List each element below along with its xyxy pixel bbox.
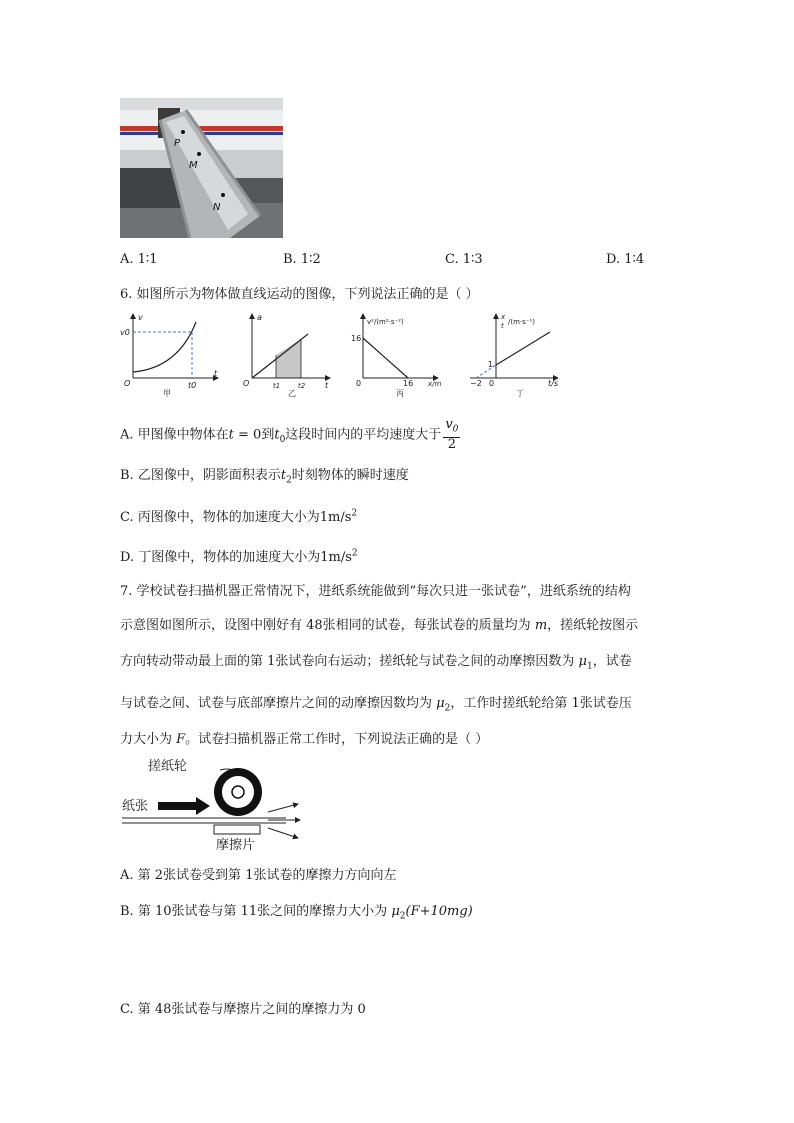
ding-y-label-bottom: t xyxy=(501,322,504,330)
jia-origin: O xyxy=(124,379,131,388)
q7-line-2 xyxy=(120,614,638,633)
q7-line3-text-1: 方向转动带动最上面的第 1张试卷向右运动；搓纸轮与试卷之间的动摩擦因数为 xyxy=(120,654,579,669)
q7-option-a: A. 第 2张试卷受到第 1张试卷的摩擦力方向向左 xyxy=(120,868,397,883)
q5-option-c: C. 1∶3 xyxy=(445,252,483,267)
point-p-label: P xyxy=(174,138,181,149)
q6a-fraction xyxy=(443,418,460,452)
q7-mu2-sub: 2 xyxy=(444,703,451,714)
jia-t0-label: t0 xyxy=(188,381,197,390)
bing-origin: 0 xyxy=(356,379,362,388)
yi-caption: 乙 xyxy=(288,389,296,398)
ding-caption: 丁 xyxy=(516,389,524,398)
q6b-text-1: B. 乙图像中，阴影面积表示 xyxy=(120,468,281,483)
jia-x-label: t xyxy=(214,369,218,378)
ding-xneg2: −2 xyxy=(470,379,482,388)
point-n-label: N xyxy=(213,202,221,213)
yi-y-label: a xyxy=(257,313,262,322)
graph-jia xyxy=(120,313,218,398)
q5-option-d: D. 1∶4 xyxy=(606,252,645,267)
yi-origin: O xyxy=(243,379,250,388)
q6a-frac-num: v xyxy=(445,417,453,432)
graph-yi xyxy=(243,313,330,398)
q6-graphs xyxy=(118,310,558,398)
q6d-text: D. 丁图像中，物体的加速度大小为1m/s xyxy=(120,550,352,565)
graph-ding xyxy=(470,313,558,398)
q7-option-c: C. 第 48张试卷与摩擦片之间的摩擦力为 0 xyxy=(120,1002,366,1017)
jia-caption: 甲 xyxy=(163,389,171,398)
bing-y-label: v²/(m²·s⁻²) xyxy=(367,318,404,326)
yi-t1-label: t1 xyxy=(273,382,281,390)
ding-x-label: t/s xyxy=(548,379,558,388)
bing-caption: 丙 xyxy=(396,389,404,398)
q5-option-b: B. 1∶2 xyxy=(283,252,321,267)
jia-y-label: v xyxy=(138,313,143,322)
q6a-text-1: A. 甲图像中物体在 xyxy=(120,427,229,443)
q7-m: m xyxy=(534,618,548,633)
q7-mu2: μ xyxy=(436,696,445,711)
q6-option-a xyxy=(120,418,460,452)
q6b-text-2: 时刻物体的瞬时速度 xyxy=(291,468,409,483)
paper-feed-diagram xyxy=(118,752,318,852)
graph-bing xyxy=(351,314,442,398)
q5-option-a: A. 1∶1 xyxy=(120,252,158,267)
ding-y1: 1 xyxy=(488,360,494,369)
q7b-text: B. 第 10张试卷与第 11张之间的摩擦力大小为 xyxy=(120,904,392,919)
q7-line-4 xyxy=(120,692,632,714)
q6a-t: t xyxy=(228,427,234,443)
q6b-t: t xyxy=(280,468,287,483)
pad-label: 摩擦片 xyxy=(216,838,256,852)
q7-mu1-sub: 1 xyxy=(587,661,593,672)
bing-x-label: x/m xyxy=(428,380,442,388)
q7b-mu-sub: 2 xyxy=(399,911,406,922)
point-m-label: M xyxy=(189,160,198,171)
jia-v0-label: v0 xyxy=(120,328,130,337)
yi-x-label: t xyxy=(325,381,329,390)
q7-line-1: 7. 学校试卷扫描机器正常情况下，进纸系统能做到“每次只进一张试卷”，进纸系统的结构 xyxy=(120,584,631,599)
q6-option-d xyxy=(120,546,358,565)
q6c-text: C. 丙图像中，物体的加速度大小为1m/s xyxy=(120,510,352,525)
q7-F: F xyxy=(176,732,186,747)
bing-y16: 16 xyxy=(351,334,362,343)
q7-line3-text-2: ，试卷 xyxy=(592,654,632,669)
evacuation-slide-photo xyxy=(120,98,283,238)
q6a-t0: t xyxy=(274,427,280,443)
paper-label: 纸张 xyxy=(122,799,149,814)
q6d-sup: 2 xyxy=(351,548,358,559)
bing-x16: 16 xyxy=(403,379,414,388)
q6a-eq: = 0到 xyxy=(233,427,275,443)
q7-mu1: μ xyxy=(578,654,587,669)
q7-line-5 xyxy=(120,728,488,747)
slide-photo-drawing xyxy=(120,98,283,238)
q6a-frac-den: 2 xyxy=(447,436,456,452)
q6a-t0-sub: 0 xyxy=(279,434,286,445)
q6a-frac-num-sub: 0 xyxy=(452,424,459,435)
q7-line4-text-1: 与试卷之间、试卷与底部摩擦片之间的动摩擦因数均为 xyxy=(120,696,437,711)
q7-line5-text-1: 力大小为 xyxy=(120,732,177,747)
q7-option-b xyxy=(120,900,473,922)
q7-line-3 xyxy=(120,650,632,672)
q6-stem: 6. 如图所示为物体做直线运动的图像，下列说法正确的是（ ） xyxy=(120,287,479,302)
q7-line2-text-1: 示意图如图所示，设图中刚好有 48张相同的试卷，每张试卷的质量均为 xyxy=(120,618,535,633)
q6-option-c xyxy=(120,506,357,525)
wheel-label: 搓纸轮 xyxy=(148,759,188,774)
q6-option-b xyxy=(120,464,409,486)
q7-line5-text-2: 。试卷扫描机器正常工作时，下列说法正确的是（ ） xyxy=(185,732,489,747)
ding-origin: 0 xyxy=(489,379,495,388)
q6c-sup: 2 xyxy=(351,508,358,519)
ding-y-unit: /(m·s⁻¹) xyxy=(508,318,536,326)
ding-y-label-top: x xyxy=(501,313,506,321)
yi-t2-label: t2 xyxy=(298,382,306,390)
q7b-expr: (F+10mg) xyxy=(405,904,473,919)
q7-line4-text-2: ，工作时搓纸轮给第 1张试卷压 xyxy=(450,696,632,711)
q6b-t-sub: 2 xyxy=(286,475,292,486)
q7-line2-text-2: ，搓纸轮按图示 xyxy=(547,618,639,633)
q6a-text-2: 这段时间内的平均速度大于 xyxy=(285,427,442,443)
q7b-mu: μ xyxy=(391,904,400,919)
